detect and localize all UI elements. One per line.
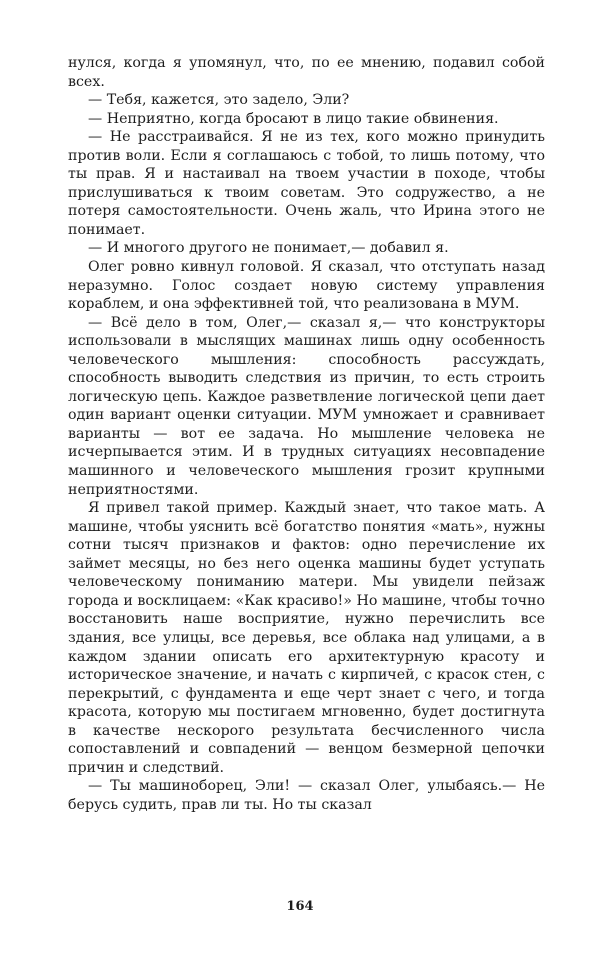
paragraph-narration: Я привел такой пример. Каждый знает, что такое мать. А машине, чтобы уяснить всё богатство понятия «мать», нужны сотни тысяч признаков и фактов: одно перечисление их займет месяцы, но без него оценка машины будет уступать человеческому пониманию матери. Мы увидели пейзаж города и восклицаем: «Как красиво!» Но машине, чтобы точно восстановить наше восприятие, нужно перечислить все здания, все улицы, все деревья, все облака над улицами, а в каждом здании описать его архитектурную красоту и историческое значение, и начать с кирпичей, с красок стен, с перекрытий, с фундамента и еще черт знает с чего, и тогда красота, которую мы постигаем мгновенно, будет достигнута в качестве нескорого результата бесчисленного числа сопоставлений и совпадений — венцом безмерной цепочки причин и следствий.: [68, 500, 545, 776]
paragraph-narration: Олег ровно кивнул головой. Я сказал, что отступать назад неразумно. Голос создает новую систему управления кораблем, и она эффективней той, что реализована в МУМ.: [68, 259, 545, 313]
paragraph-dialogue: — И многого другого не понимает,— добавил я.: [88, 240, 449, 257]
paragraph-dialogue: — Неприятно, когда бросают в лицо такие обвинения.: [88, 110, 499, 127]
page-number: 164: [286, 899, 314, 914]
paragraph-dialogue: — Ты машиноборец, Эли! — сказал Олег, улыбаясь.— Не берусь судить, прав ли ты. Но ты сказал: [68, 778, 545, 813]
paragraph-dialogue: — Всё дело в том, Олег,— сказал я,— что конструкторы использовали в мыслящих машинах лишь одну особенность человеческого мышления: способность рассуждать, способность выводить следствия из причин, то есть строить логическую цепь. Каждое разветвление логической цепи дает один вариант оценки ситуации. МУМ умножает и сравнивает варианты — вот ее задача. Но мышление человека не исчерпывается этим. И в трудных ситуациях несовпадение машинного и человеческого мышления грозит крупными неприятностями.: [68, 314, 545, 498]
paragraph-dialogue: — Тебя, кажется, это задело, Эли?: [88, 92, 350, 109]
paragraph-dialogue: — Не расстраивайся. Я не из тех, кого можно принудить против воли. Если я соглашаюсь с тобой, то лишь потому, что ты прав. Я и настаивал на твоем участии в походе, чтобы прислушиваться к твоим советам. Это содружество, а не потеря самостоятельности. Очень жаль, что Ирина этого не понимает.: [68, 129, 545, 238]
paragraph-continuation: нулся, когда я упомянул, что, по ее мнению, подавил собой всех.: [68, 55, 545, 90]
body-text: [68, 54, 545, 814]
